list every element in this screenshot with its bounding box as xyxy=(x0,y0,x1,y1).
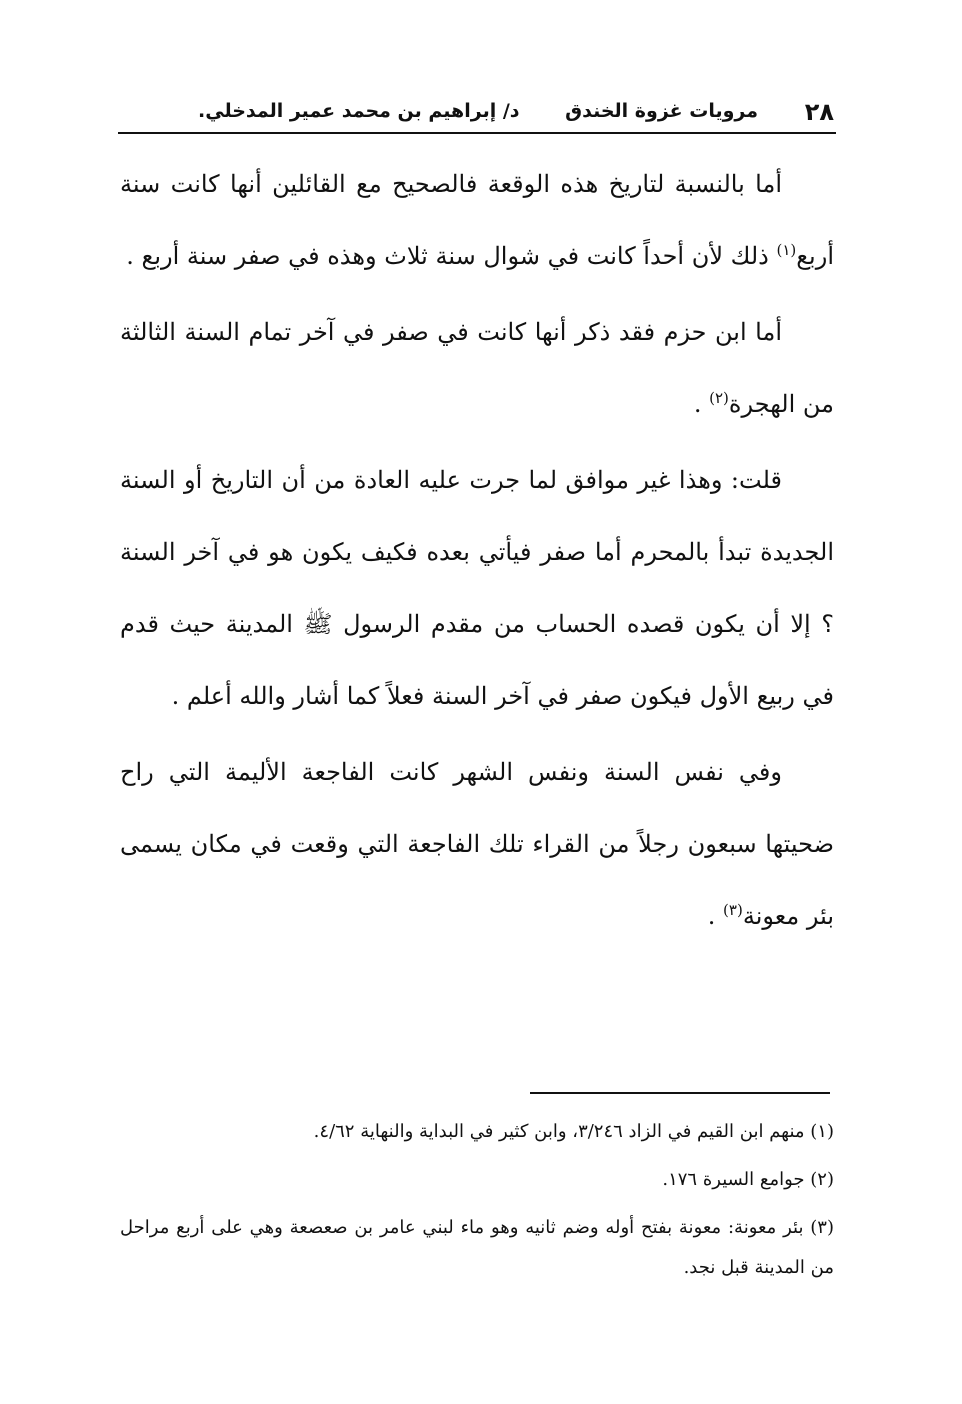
main-text xyxy=(120,148,834,956)
paragraph-text: . xyxy=(693,390,710,418)
paragraph-text: . xyxy=(707,902,724,930)
page-header xyxy=(118,96,836,134)
footnote-1: (١) منهم ابن القيم في الزاد ٣/٢٤٦، وابن كثير في البداية والنهاية ٤/٦٢. xyxy=(313,1121,834,1142)
footnote-ref-2: (٢) xyxy=(709,389,729,407)
author-name: د/ إبراهيم بن محمد عمير المدخلي. xyxy=(198,100,520,122)
paragraph-text: وفي نفس السنة ونفس الشهر كانت الفاجعة الأليمة التي راح ضحيتها سبعون رجلاً من القراء تلك الفاجعة التي وقعت في مكان يسمى بئر معونة xyxy=(120,758,834,930)
paragraph-text: أما بالنسبة لتاريخ هذه الوقعة فالصحيح مع القائلين أنها كانت سنة أربع xyxy=(120,170,834,270)
paragraph-text: أما ابن حزم فقد ذكر أنها كانت في صفر في آخر تمام السنة الثالثة من الهجرة xyxy=(120,318,834,418)
paragraph-author-comment xyxy=(120,444,834,732)
paragraph-bir-maunah xyxy=(120,736,834,952)
footnote-2: (٢) جوامع السيرة ١٧٦. xyxy=(662,1169,834,1190)
footnote-separator xyxy=(530,1092,830,1094)
paragraph-text: ذلك لأن أحداً كانت في شوال سنة ثلاث وهذه في صفر سنة أربع . xyxy=(126,242,777,270)
paragraph-text: قلت: وهذا غير موافق لما جرت عليه العادة من أن التاريخ أو السنة الجديدة تبدأ بالمحرم أما صفر فيأتي بعده فكيف يكون هو في آخر السنة ؟ إلا أن يكون قصده الحساب من مقدم الرسول ﷺ المدينة حيث قدم في ربيع الأول فيكون صفر في آخر السنة فعلاً كما أشار والله أعلم . xyxy=(120,466,834,710)
footnotes xyxy=(120,1112,834,1296)
paragraph-ibn-hazm xyxy=(120,296,834,440)
footnote-ref-3: (٣) xyxy=(723,901,743,919)
page-number: ٢٨ xyxy=(804,98,834,126)
paragraph-date-of-battle xyxy=(120,148,834,292)
book-title: مرويات غزوة الخندق xyxy=(565,100,758,122)
footnote-ref-1: (١) xyxy=(776,241,797,259)
footnote-3: (٣) بئر معونة: معونة بفتح أوله وضم ثانيه وهو ماء لبني عامر بن صعصعة وهي على أربع مراحل من المدينة قبل نجد. xyxy=(120,1217,834,1278)
